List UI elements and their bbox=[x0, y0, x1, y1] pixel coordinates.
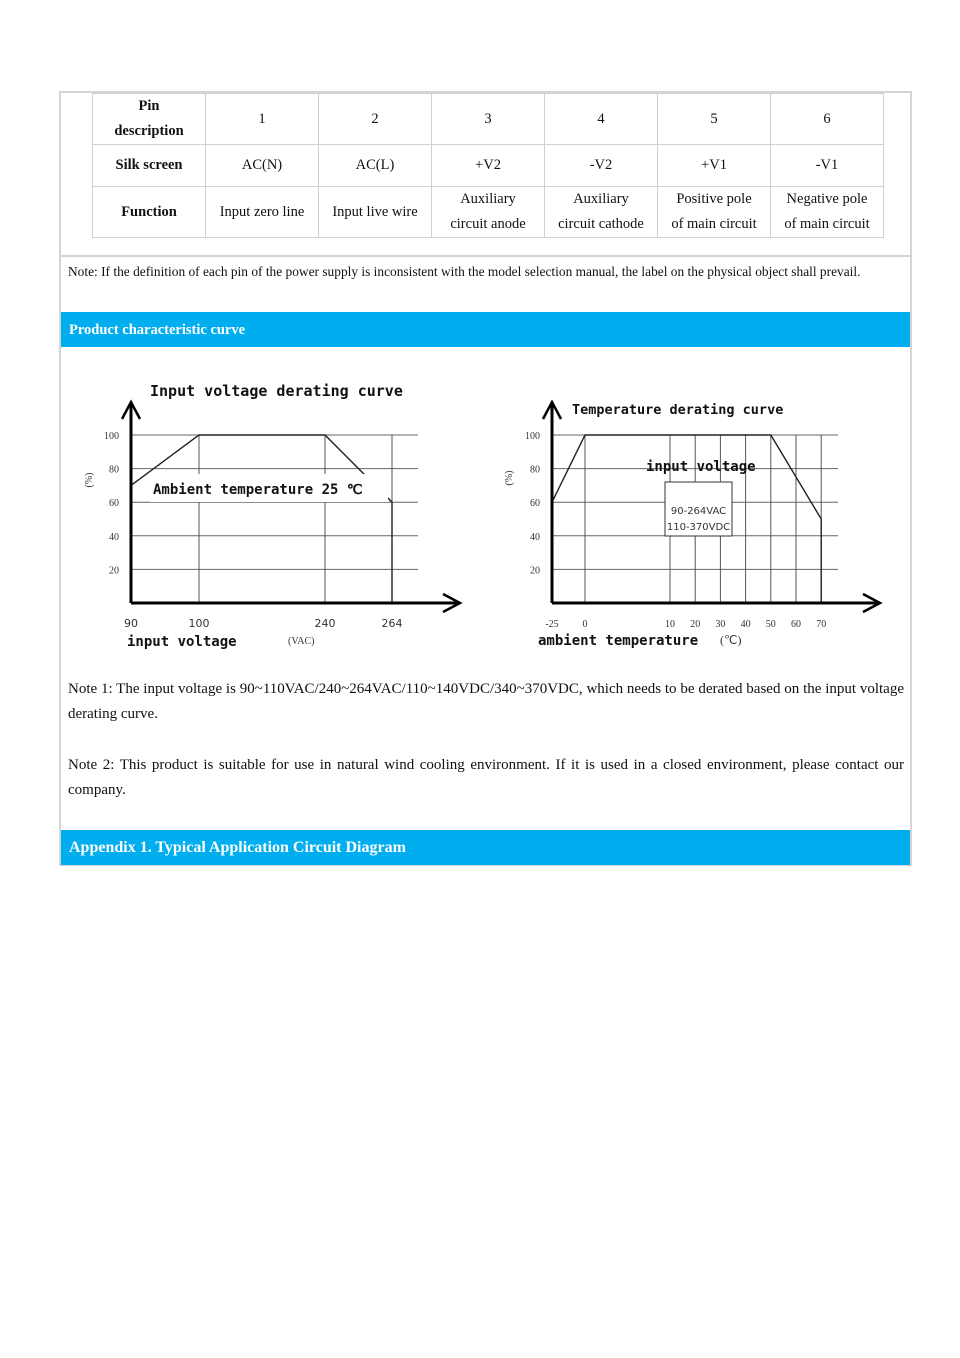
y-axis-label: (%) bbox=[504, 470, 515, 486]
x-tick-label: 264 bbox=[381, 617, 403, 630]
x-tick-label: 100 bbox=[188, 617, 210, 630]
derating-curve-line bbox=[131, 435, 392, 603]
pin-table bbox=[92, 93, 884, 238]
y-tick-label: 80 bbox=[109, 464, 119, 476]
table-row bbox=[93, 145, 884, 187]
table-cell: Negative pole of main circuit bbox=[771, 187, 884, 238]
x-tick-label: 30 bbox=[715, 619, 726, 630]
x-tick-label: 40 bbox=[740, 619, 751, 630]
table-cell: -V2 bbox=[545, 145, 658, 187]
x-tick-label: 0 bbox=[582, 619, 588, 630]
pin-definition-note: Note: If the definition of each pin of the power supply is inconsistent with the model selection manual, the label on the physical object shall prevail. bbox=[68, 264, 861, 279]
x-axis-unit: (℃) bbox=[720, 633, 742, 647]
x-tick-label: 70 bbox=[816, 619, 827, 630]
table-cell: 3 bbox=[432, 94, 545, 145]
table-cell: +V1 bbox=[658, 145, 771, 187]
x-tick-label: 60 bbox=[791, 619, 801, 630]
ambient-temperature-annotation: Ambient temperature 25 ℃ bbox=[153, 482, 363, 498]
divider bbox=[61, 255, 910, 257]
x-axis-unit: (VAC) bbox=[288, 636, 315, 647]
table-cell: 4 bbox=[545, 94, 658, 145]
row-header-function: Function bbox=[93, 187, 206, 238]
table-row bbox=[93, 94, 884, 145]
y-tick-label: 100 bbox=[525, 431, 540, 442]
x-tick-label: 10 bbox=[665, 619, 675, 630]
x-axis-label: ambient temperature bbox=[538, 633, 699, 649]
table-cell: Auxiliary circuit anode bbox=[432, 187, 545, 238]
y-tick-label: 80 bbox=[530, 464, 540, 476]
chart-title: Temperature derating curve bbox=[572, 402, 784, 418]
temperature-derating-chart bbox=[500, 390, 900, 660]
note-1: Note 1: The input voltage is 90~110VAC/240~264VAC/110~140VDC/340~370VDC, which needs to be derated based on the input voltage derating curve. bbox=[68, 681, 904, 722]
table-cell: Positive pole of main circuit bbox=[658, 187, 771, 238]
table-cell: AC(N) bbox=[206, 145, 319, 187]
section-header-product-curve bbox=[61, 312, 910, 347]
y-tick-label: 40 bbox=[109, 531, 119, 543]
y-tick-label: 40 bbox=[530, 531, 540, 543]
table-cell: -V1 bbox=[771, 145, 884, 187]
section-header-appendix bbox=[61, 830, 910, 865]
range-box-line: 90-264VAC bbox=[670, 506, 727, 517]
x-tick-label: -25 bbox=[545, 619, 559, 630]
y-tick-label: 20 bbox=[530, 565, 540, 577]
range-box-line: 110-370VDC bbox=[666, 522, 731, 533]
table-cell: 5 bbox=[658, 94, 771, 145]
input-voltage-annotation: input voltage bbox=[646, 459, 756, 475]
y-tick-label: 60 bbox=[109, 498, 119, 510]
table-cell: Input zero line bbox=[206, 187, 319, 238]
note-2: Note 2: This product is suitable for use in natural wind cooling environment. If it is used in a closed environment, please contact our company. bbox=[68, 757, 904, 798]
input-voltage-derating-chart bbox=[80, 370, 480, 660]
row-header-pin-description: Pin description bbox=[93, 94, 206, 145]
x-tick-label: 50 bbox=[765, 619, 776, 630]
table-cell: 1 bbox=[206, 94, 319, 145]
table-cell: +V2 bbox=[432, 145, 545, 187]
x-tick-label: 240 bbox=[314, 617, 336, 630]
row-header-silk-screen: Silk screen bbox=[93, 145, 206, 187]
chart-title: Input voltage derating curve bbox=[150, 382, 403, 400]
section-title: Product characteristic curve bbox=[69, 322, 246, 338]
table-cell: AC(L) bbox=[319, 145, 432, 187]
section-title: Appendix 1. Typical Application Circuit Diagram bbox=[69, 839, 406, 856]
x-tick-label: 20 bbox=[690, 619, 701, 630]
y-tick-label: 100 bbox=[104, 431, 119, 442]
table-cell: 2 bbox=[319, 94, 432, 145]
table-cell: Input live wire bbox=[319, 187, 432, 238]
table-cell: Auxiliary circuit cathode bbox=[545, 187, 658, 238]
x-tick-label: 90 bbox=[124, 617, 138, 630]
y-axis-label: (%) bbox=[84, 472, 95, 488]
y-tick-label: 20 bbox=[109, 565, 119, 577]
table-row bbox=[93, 187, 884, 238]
y-tick-label: 60 bbox=[530, 498, 540, 510]
x-axis-label: input voltage bbox=[127, 634, 237, 650]
table-cell: 6 bbox=[771, 94, 884, 145]
